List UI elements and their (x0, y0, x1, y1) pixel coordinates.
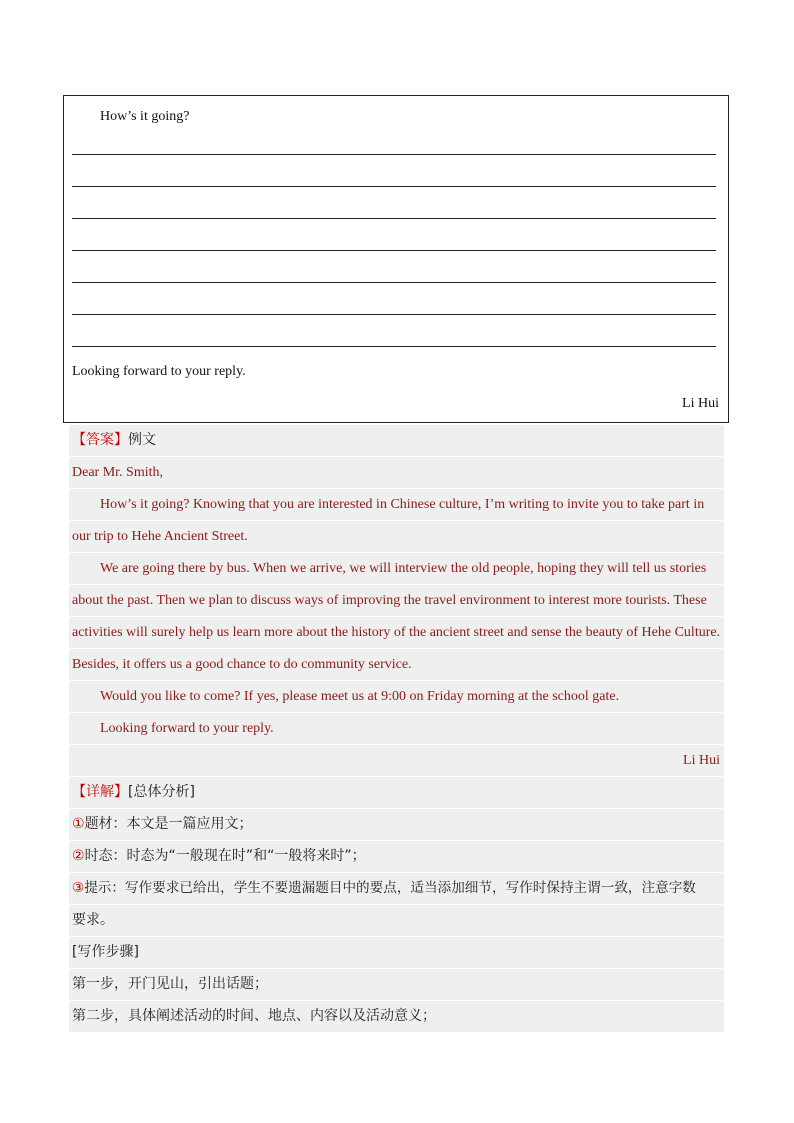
answer-line (72, 154, 716, 155)
essay-signature: Li Hui (69, 745, 724, 776)
answer-line (72, 314, 716, 315)
essay-line: activities will surely help us learn more about the history of the ancient street and sense the beauty of Hehe Culture. (69, 617, 724, 648)
essay-line: our trip to Hehe Ancient Street. (69, 521, 724, 552)
signature: Li Hui (682, 396, 719, 411)
closing-text: Looking forward to your reply. (72, 364, 246, 379)
analysis-heading (69, 777, 724, 808)
analysis-point (69, 841, 724, 872)
answer-section (69, 425, 724, 1033)
answer-line (72, 218, 716, 219)
analysis-point (69, 873, 724, 904)
answer-tag: 【答案】 (72, 432, 128, 448)
analysis-point-continued: 要求。 (69, 905, 724, 936)
analysis-tag: 【详解】 (72, 784, 128, 800)
essay-line: How’s it going? Knowing that you are interested in Chinese culture, I’m writing to invite you to take part in (69, 489, 724, 520)
point-number: ③ (72, 880, 85, 896)
answer-tag-suffix: 例文 (128, 432, 156, 448)
answer-line (72, 186, 716, 187)
writing-answer-box (63, 95, 729, 423)
analysis-point (69, 809, 724, 840)
point-text: 题材：本文是一篇应用文； (84, 816, 253, 832)
essay-line: We are going there by bus. When we arrive, we will interview the old people, hoping they will tell us stories (69, 553, 724, 584)
steps-heading: [写作步骤] (69, 937, 724, 968)
point-number: ② (72, 848, 85, 864)
answer-line (72, 346, 716, 347)
essay-line: about the past. Then we plan to discuss ways of improving the travel environment to interest more tourists. These (69, 585, 724, 616)
answer-line (72, 250, 716, 251)
point-text: 提示：写作要求已给出，学生不要遗漏题目中的要点，适当添加细节，写作时保持主谓一致，注意字数 (84, 880, 696, 896)
point-number: ① (72, 816, 85, 832)
answer-heading (69, 425, 724, 456)
step-item: 第二步，具体阐述活动的时间、地点、内容以及活动意义； (69, 1001, 724, 1032)
essay-line: Would you like to come? If yes, please meet us at 9:00 on Friday morning at the school gate. (69, 681, 724, 712)
greeting-text: How’s it going? (100, 109, 190, 124)
point-text: 时态：时态为“一般现在时”和“一般将来时”； (84, 848, 366, 864)
essay-line: Looking forward to your reply. (69, 713, 724, 744)
essay-line: Besides, it offers us a good chance to do community service. (69, 649, 724, 680)
answer-line (72, 282, 716, 283)
salutation: Dear Mr. Smith, (69, 457, 724, 488)
analysis-heading-text: [总体分析] (128, 784, 195, 800)
step-item: 第一步，开门见山，引出话题； (69, 969, 724, 1000)
